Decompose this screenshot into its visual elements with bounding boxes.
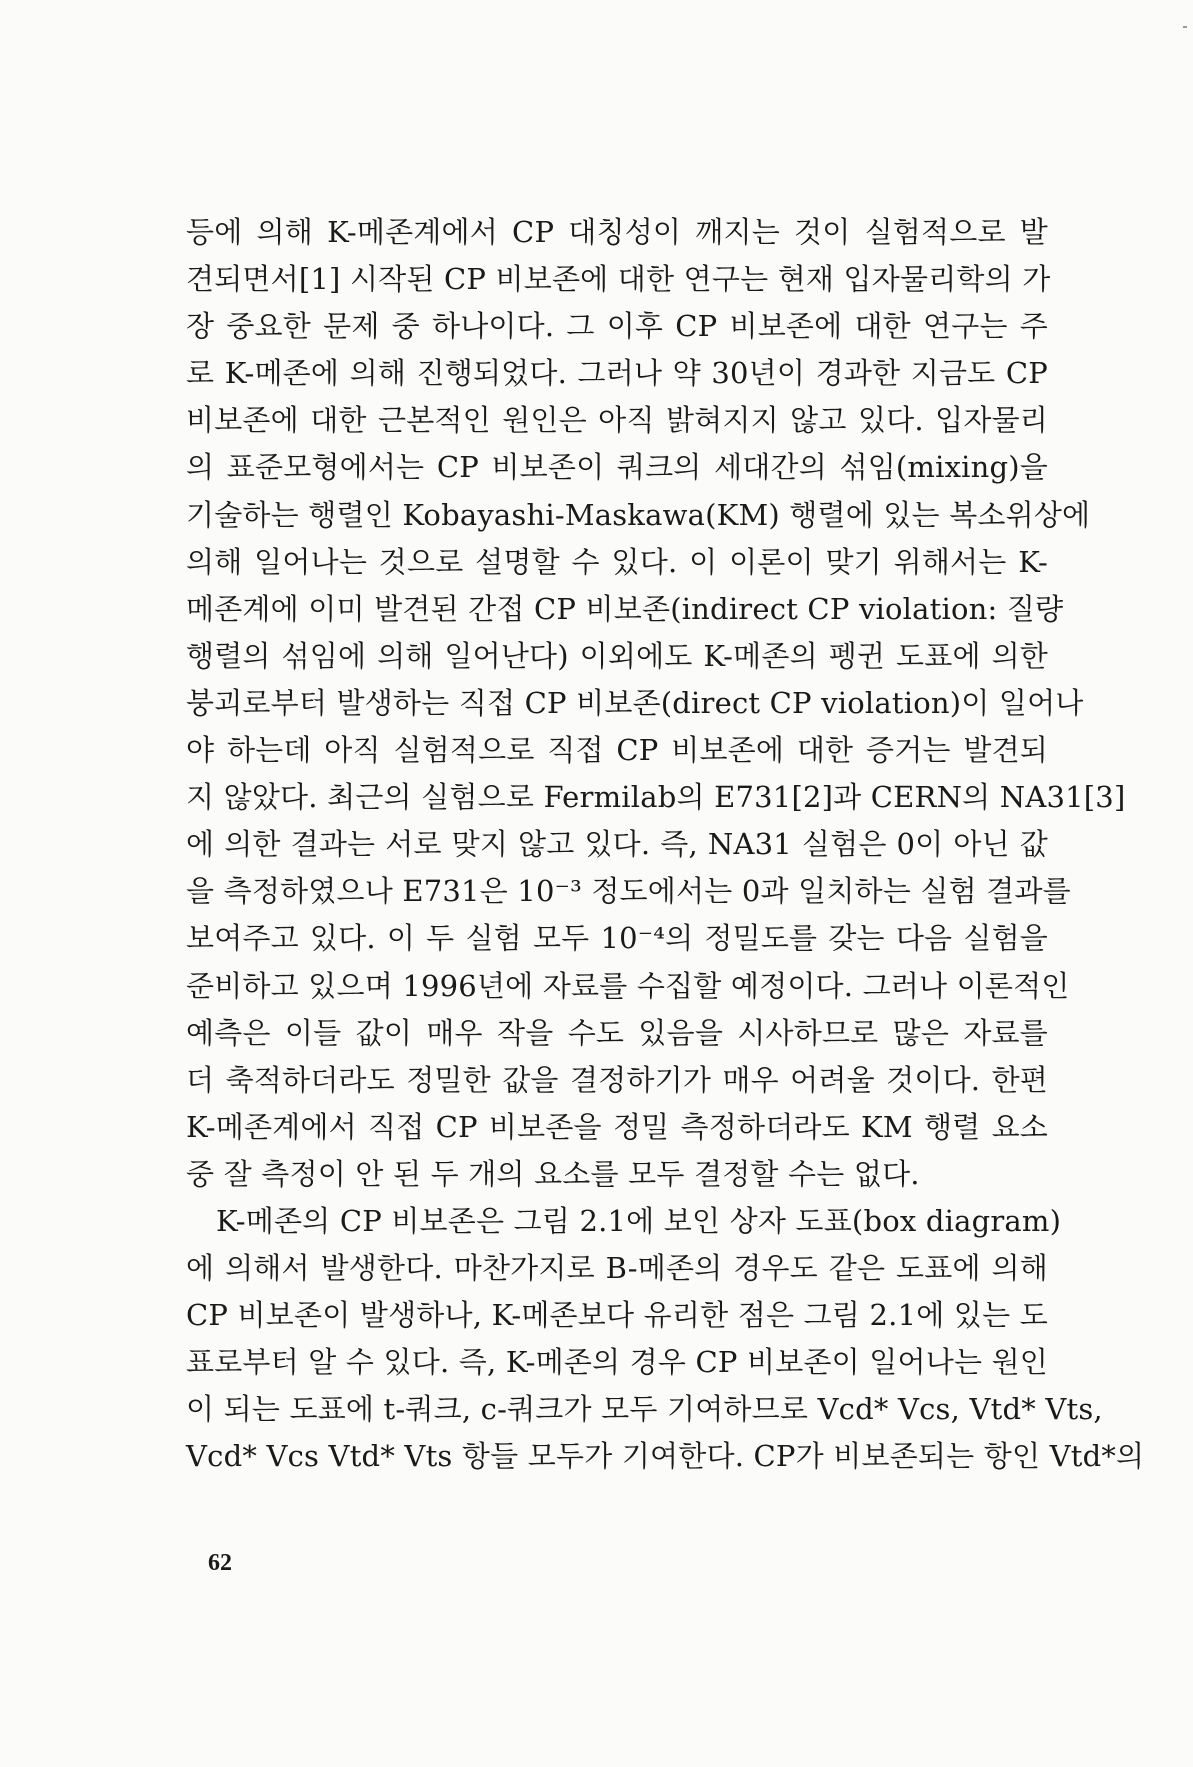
text-line: Vcd* Vcs Vtd* Vts 항들 모두가 기여한다. CP가 비보존되는 항인 Vtd*의 [186, 1439, 1145, 1474]
text-line: 견되면서[1] 시작된 CP 비보존에 대한 연구는 현재 입자물리학의 가 [186, 262, 1051, 297]
text-line: 예측은 이들 값이 매우 작을 수도 있음을 시사하므로 많은 자료를 [186, 1015, 1048, 1050]
text-line: 비보존에 대한 근본적인 원인은 아직 밝혀지지 않고 있다. 입자물리 [186, 403, 1048, 438]
paragraph [186, 1198, 1145, 1481]
text-line: 이 되는 도표에 t-쿼크, c-쿼크가 모두 기여하므로 Vcd* Vcs, Vtd* Vts, [186, 1392, 1103, 1427]
text-line: 에 의해서 발생한다. 마찬가지로 B-메존의 경우도 같은 도표에 의해 [186, 1251, 1048, 1286]
text-line: K-메존의 CP 비보존은 그림 2.1에 보인 상자 도표(box diagram) [216, 1203, 1062, 1238]
scan-edge-mark [1183, 26, 1187, 28]
text-line: 중 잘 측정이 안 된 두 개의 요소를 모두 결정할 수는 없다. [186, 1156, 920, 1191]
text-line: 지 않았다. 최근의 실험으로 Fermilab의 E731[2]과 CERN의 NA31[3] [186, 780, 1126, 815]
page-number: 62 [208, 1550, 232, 1576]
text-line: 보여주고 있다. 이 두 실험 모두 10⁻⁴의 정밀도를 갖는 다음 실험을 [186, 921, 1048, 956]
text-line: 준비하고 있으며 1996년에 자료를 수집할 예정이다. 그러나 이론적인 [186, 968, 1070, 1003]
text-line: 장 중요한 문제 중 하나이다. 그 이후 CP 비보존에 대한 연구는 주 [186, 309, 1048, 344]
body-text [186, 209, 1145, 1481]
text-line: 더 축적하더라도 정밀한 값을 결정하기가 매우 어려울 것이다. 한편 [186, 1062, 1048, 1097]
text-line: CP 비보존이 발생하나, K-메존보다 유리한 점은 그림 2.1에 있는 도 [186, 1298, 1048, 1333]
text-line: 붕괴로부터 발생하는 직접 CP 비보존(direct CP violation)이 일어나 [186, 685, 1084, 720]
text-line: 의해 일어나는 것으로 설명할 수 있다. 이 이론이 맞기 위해서는 K- [186, 544, 1048, 579]
text-line: 등에 의해 K-메존계에서 CP 대칭성이 깨지는 것이 실험적으로 발 [186, 215, 1048, 249]
text-line: 로 K-메존에 의해 진행되었다. 그러나 약 30년이 경과한 지금도 CP [186, 356, 1048, 391]
text-line: 을 측정하였으나 E731은 10⁻³ 정도에서는 0과 일치하는 실험 결과를 [186, 874, 1071, 909]
text-line: K-메존계에서 직접 CP 비보존을 정밀 측정하더라도 KM 행렬 요소 [186, 1109, 1048, 1144]
text-line: 야 하는데 아직 실험적으로 직접 CP 비보존에 대한 증거는 발견되 [186, 733, 1048, 768]
text-line: 표로부터 알 수 있다. 즉, K-메존의 경우 CP 비보존이 일어나는 원인 [186, 1345, 1049, 1380]
text-line: 에 의한 결과는 서로 맞지 않고 있다. 즉, NA31 실험은 0이 아닌 값 [186, 827, 1048, 862]
text-line: 의 표준모형에서는 CP 비보존이 쿼크의 세대간의 섞임(mixing)을 [186, 450, 1048, 485]
text-line: 메존계에 이미 발견된 간접 CP 비보존(indirect CP violation: 질량 [186, 591, 1064, 626]
paragraph [186, 209, 1126, 1198]
text-line: 기술하는 행렬인 Kobayashi-Maskawa(KM) 행렬에 있는 복소위상에 [186, 497, 1091, 532]
text-line: 행렬의 섞임에 의해 일어난다) 이외에도 K-메존의 펭귄 도표에 의한 [186, 638, 1048, 673]
